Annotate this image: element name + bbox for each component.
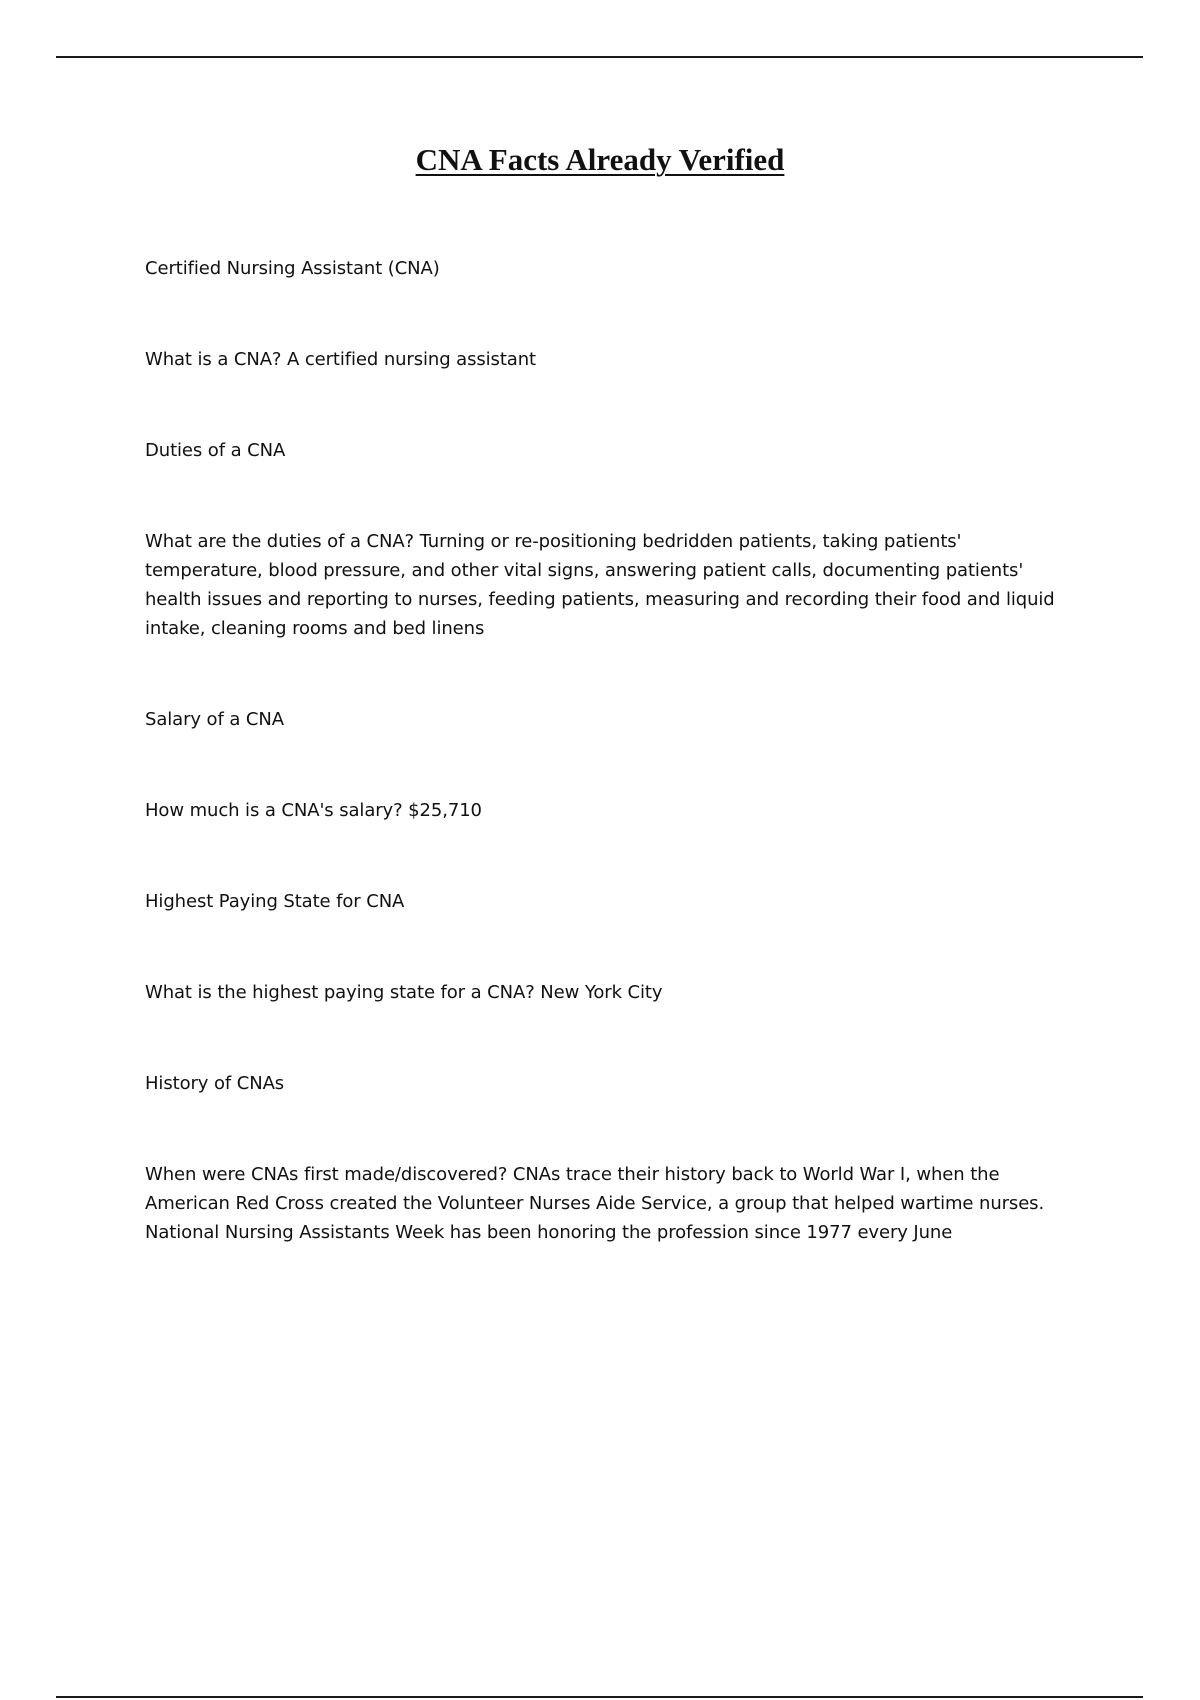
header-rule	[56, 56, 1143, 58]
definition-duties-of-cna: What are the duties of a CNA? Turning or re-positioning bedridden patients, taking patients' temperature, blood pressure, and other vital signs, answering patient calls, documenting patients' health issues and reporting to nurses, feeding patients, measuring and recording their food and liquid intake, cleaning rooms and bed linens	[145, 531, 1055, 639]
definition-what-is-cna: What is a CNA? A certified nursing assistant	[145, 349, 536, 370]
definition-history-of-cnas: When were CNAs first made/discovered? CNAs trace their history back to World War I, when the American Red Cross created the Volunteer Nurses Aide Service, a group that helped wartime nurses. National Nursing Assistants Week has been honoring the profession since 1977 every June	[145, 1164, 1045, 1243]
footer-rule	[56, 1696, 1143, 1698]
term-duties-of-cna: Duties of a CNA	[145, 440, 286, 461]
definition-cna-salary: How much is a CNA's salary? $25,710	[145, 800, 482, 821]
page-title	[0, 140, 1200, 180]
term-highest-paying-state: Highest Paying State for CNA	[145, 891, 405, 912]
definition-highest-paying-state: What is the highest paying state for a CNA? New York City	[145, 982, 663, 1003]
term-salary-of-cna: Salary of a CNA	[145, 709, 284, 730]
title-text: CNA Facts Already Verified	[415, 142, 785, 177]
term-history-of-cnas: History of CNAs	[145, 1073, 285, 1094]
term-certified-nursing-assistant: Certified Nursing Assistant (CNA)	[145, 258, 440, 279]
